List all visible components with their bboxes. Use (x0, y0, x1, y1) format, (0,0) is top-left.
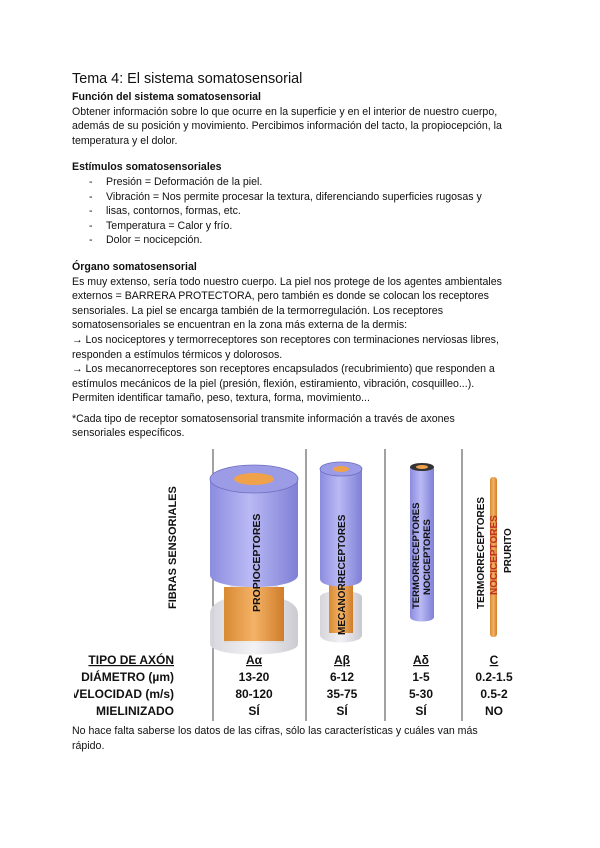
fiber-propioceptores (210, 465, 298, 655)
paragraph-line: somatosensoriales se encuentran en la zona más externa de la dermis: (72, 319, 408, 332)
note-line: *Cada tipo de receptor somatosensorial transmite información a través de axones (72, 412, 455, 425)
row-label-velocity: VELOCIDAD (m/s) (74, 687, 174, 701)
fiber-label-nociceptores-c: NOCICEPTORES (489, 515, 500, 595)
section-heading-funcion: Función del sistema somatosensorial (72, 91, 261, 103)
list-item: - Vibración = Nos permite procesar la textura, diferenciando superficies rugosas y (72, 190, 532, 205)
footer-line: rápido. (72, 739, 105, 752)
section-heading-organo: Órgano somatosensorial (72, 260, 197, 273)
fiber-diagram (74, 449, 530, 721)
cell-axon: Aβ (334, 653, 350, 667)
cell-myelin: SÍ (248, 704, 260, 718)
paragraph-line: Obtener información sobre lo que ocurre en la superficie y en el interior de nuestro cuerpo, (72, 105, 498, 118)
paragraph-line: Permiten identificar tamaño, peso, textura, forma, movimiento... (72, 392, 370, 405)
fiber-label-nociceptores: NOCICEPTORES (422, 519, 433, 595)
row-label-axon: TIPO DE AXÓN (88, 653, 174, 667)
cell-velocity: 0.5-2 (480, 687, 508, 701)
fiber-label-mecanorreceptores: MECANORRECEPTORES (337, 514, 348, 635)
document-body (72, 70, 532, 441)
list-item: - Temperatura = Calor y frío. (72, 219, 532, 234)
cell-diameter: 0.2-1.5 (475, 670, 513, 684)
paragraph-line: → Los nociceptores y termorreceptores son receptores con terminaciones nerviosas libres, (72, 333, 499, 346)
cell-velocity: 5-30 (408, 687, 434, 701)
cell-diameter: 6-12 (329, 670, 355, 684)
paragraph-line: externos = BARRERA PROTECTORA, pero también es donde se colocan los receptores (72, 290, 489, 303)
list-item-continuation: - lisas, contornos, formas, etc. (72, 204, 532, 219)
section-heading-estimulos: Estímulos somatosensoriales (72, 161, 222, 174)
footer-note (72, 724, 522, 753)
fiber-c (476, 477, 514, 637)
paragraph-line: responden a estímulos térmicos y dolorosos. (72, 348, 283, 361)
fiber-label-prurito: PRURITO (503, 528, 514, 573)
cell-diameter: 1-5 (412, 670, 430, 684)
fiber-label-termorreceptores-c: TERMORRECEPTORES (476, 496, 487, 609)
cell-axon: Aα (245, 653, 263, 667)
cell-axon: Aδ (413, 653, 429, 667)
cell-velocity: 80-120 (235, 687, 273, 701)
cell-diameter: 13-20 (238, 670, 270, 684)
page-title: Tema 4: El sistema somatosensorial (72, 71, 303, 87)
fiber-table (74, 652, 513, 718)
list-item: - Presión = Deformación de la piel. (72, 175, 532, 190)
cell-myelin: NO (485, 704, 503, 718)
fiber-figure (74, 449, 530, 721)
paragraph-line: Es muy extenso, sería todo nuestro cuerpo. La piel nos protege de los agentes ambientales (72, 275, 502, 288)
row-label-diameter: DIÁMETRO (µm) (81, 670, 174, 684)
fiber-mecanorreceptores (320, 462, 362, 643)
paragraph-line: sensoriales. La piel se encarga también de la termorregulación. Los receptores (72, 304, 443, 317)
cell-axon: C (489, 653, 499, 667)
footer-line: No hace falta saberse los datos de las cifras, sólo las características y cuáles van más (72, 725, 478, 737)
note-line: sensoriales específicos. (72, 427, 185, 440)
fiber-label-propioceptores: PROPIOCEPTORES (251, 513, 263, 612)
fiber-termo-noci-ad (410, 463, 434, 622)
stimuli-list (72, 175, 532, 248)
cell-velocity: 35-75 (326, 687, 358, 701)
cell-myelin: SÍ (336, 704, 348, 718)
cell-myelin: SÍ (415, 704, 427, 718)
side-label: FIBRAS SENSORIALES (167, 486, 179, 609)
paragraph-line: estímulos mecánicos de la piel (presión, flexión, estiramiento, vibración, cosquilleo...). (72, 377, 475, 390)
list-item: - Dolor = nocicepción. (72, 233, 532, 248)
paragraph-line: → Los mecanorreceptores son receptores encapsulados (recubrimiento) que responden a (72, 363, 495, 376)
row-label-myelin: MIELINIZADO (96, 704, 174, 718)
fiber-label-termorreceptores: TERMORRECEPTORES (411, 502, 422, 609)
paragraph-line: temperatura y el dolor. (72, 134, 178, 147)
paragraph-line: además de su posición y movimiento. Percibimos información del tacto, la propiocepción, la (72, 120, 502, 133)
